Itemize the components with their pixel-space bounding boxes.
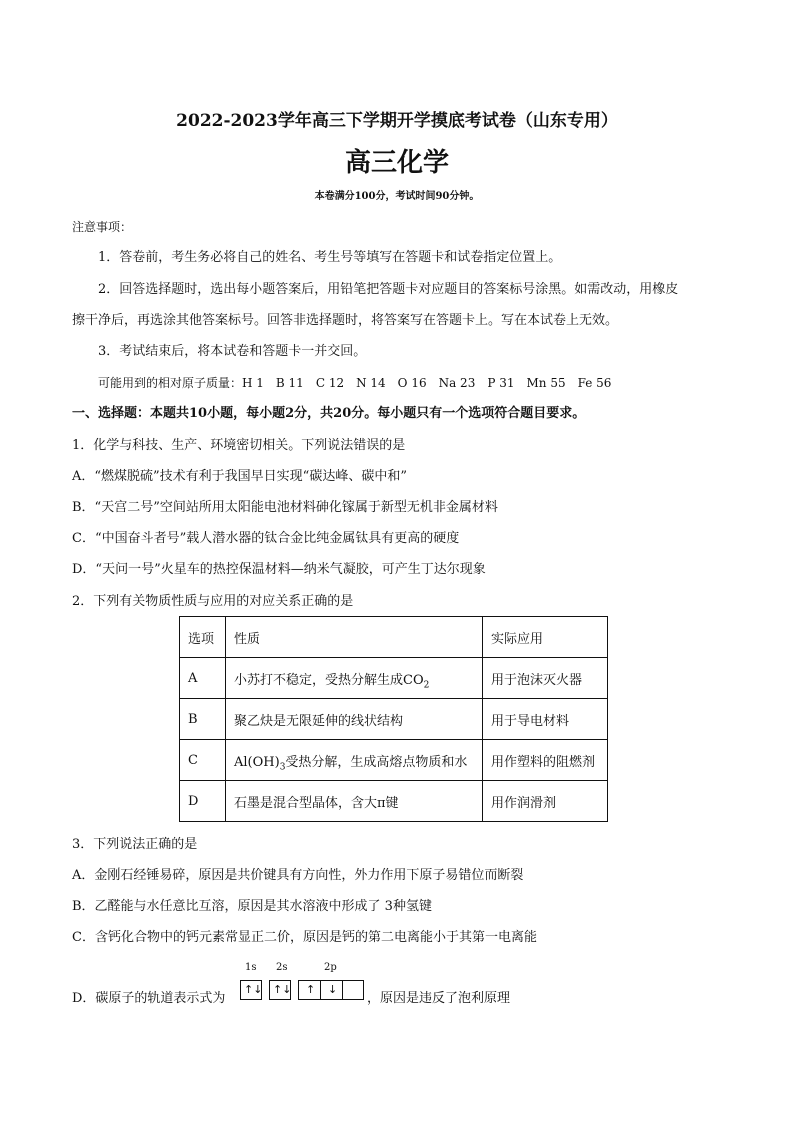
- q3-stem: 3．下列说法正确的是: [72, 837, 198, 852]
- orbital-box-1s: [240, 980, 262, 1000]
- row-application: 用于导电材料: [483, 699, 608, 740]
- row-property: $Al(OH)_3$受热分解，生成高熔点物质和水: [226, 740, 483, 781]
- row-application: 用作润滑剂: [483, 781, 608, 822]
- q1-option-c: C．“中国奋斗者号”载人潜水器的钛合金比纯金属钛具有更高的硬度: [72, 531, 460, 546]
- q2-stem: 2．下列有关物质性质与应用的对应关系正确的是: [72, 594, 354, 609]
- exam-title: 2022-2023学年高三下学期开学摸底考试卷（山东专用）: [176, 111, 618, 131]
- orbital-box-2s: [269, 980, 291, 1000]
- row-property: 小苏打不稳定，受热分解生成$CO_2$: [226, 658, 483, 699]
- q1-option-d: D．“天问一号”火星车的热控保温材料—纳米气凝胶，可产生丁达尔现象: [72, 562, 486, 577]
- exam-info: 本卷满分100分，考试时间90分钟。: [314, 191, 480, 202]
- notes-heading: 注意事项：: [72, 220, 133, 234]
- row-option: B: [180, 699, 226, 740]
- subject-title: 高三化学: [344, 148, 449, 178]
- orbital-box-2p: [298, 980, 364, 1000]
- orbital-2p-cell-1: [299, 981, 321, 999]
- notes-item-2-line-1: 2．回答选择题时，选出每小题答案后，用铅笔把答题卡对应题目的答案标号涂黑。如需改动，用橡皮: [98, 282, 679, 297]
- q3-option-d-prefix: D．碳原子的轨道表示式为: [72, 991, 226, 1006]
- row-property: 石墨是混合型晶体，含大π键: [226, 781, 483, 822]
- q2-table: [179, 616, 608, 822]
- row-application: 用于泡沫灭火器: [483, 658, 608, 699]
- notes-item-3: 3．考试结束后，将本试卷和答题卡一并交回。: [98, 344, 367, 359]
- q3-option-a: A．金刚石经锤易碎，原因是共价键具有方向性，外力作用下原子易错位而断裂: [72, 868, 524, 883]
- q3-option-c: C．含钙化合物中的钙元素常显正二价，原因是钙的第二电离能小于其第一电离能: [72, 930, 537, 945]
- q3-option-b: B．乙醛能与水任意比互溶，原因是其水溶液中形成了 3种氢键: [72, 899, 432, 914]
- table-row: [180, 781, 608, 822]
- row-option: C: [180, 740, 226, 781]
- table-header-row: [180, 617, 608, 658]
- section-1-label: 一、选择题：: [72, 406, 151, 421]
- orbital-label-2p: 2p: [324, 962, 337, 973]
- row-option: D: [180, 781, 226, 822]
- q1-option-b: B．“天宫二号”空间站所用太阳能电池材料砷化镓属于新型无机非金属材料: [72, 500, 498, 515]
- orbital-arrows-1s: ↑↓: [244, 983, 263, 996]
- row-option: A: [180, 658, 226, 699]
- orbital-arrows-2s: ↑↓: [273, 983, 292, 996]
- q1-stem: 1．化学与科技、生产、环境密切相关。下列说法错误的是: [72, 438, 406, 453]
- orbital-2p-arrow-1: ↑: [306, 983, 316, 996]
- row-property: 聚乙炔是无限延伸的线状结构: [226, 699, 483, 740]
- notes-item-2-line-2: 擦干净后，再选涂其他答案标号。回答非选择题时，将答案写在答题卡上。写在本试卷上无效。: [72, 313, 619, 328]
- q3-option-d-suffix: ，原因是违反了泡利原理: [367, 991, 511, 1006]
- notes-item-1: 1．答卷前，考生务必将自己的姓名、考生号等填写在答题卡和试卷指定位置上。: [98, 250, 562, 265]
- orbital-label-2s: 2s: [276, 962, 288, 973]
- orbital-label-1s: 1s: [245, 962, 257, 973]
- section-1-desc: 本题共10小题，每小题2分，共20分。每小题只有一个选项符合题目要求。: [150, 406, 586, 421]
- atomic-mass-line: 可能用到的相对原子质量：H 1 B 11 C 12 N 14 O 16 Na 23 P 31 Mn 55 Fe 56: [98, 376, 612, 390]
- header-property: 性质: [226, 617, 483, 658]
- header-option: 选项: [180, 617, 226, 658]
- orbital-2p-arrow-2: ↓: [328, 983, 338, 996]
- table-row: [180, 658, 608, 699]
- header-application: 实际应用: [483, 617, 608, 658]
- q1-option-a: A．“燃煤脱硫”技术有利于我国早日实现“碳达峰、碳中和”: [72, 469, 407, 484]
- section-1-heading: [72, 405, 585, 423]
- orbital-2p-cell-3: [343, 981, 365, 999]
- table-row: [180, 740, 608, 781]
- orbital-2p-cell-2: [321, 981, 343, 999]
- table-row: [180, 699, 608, 740]
- row-application: 用作塑料的阻燃剂: [483, 740, 608, 781]
